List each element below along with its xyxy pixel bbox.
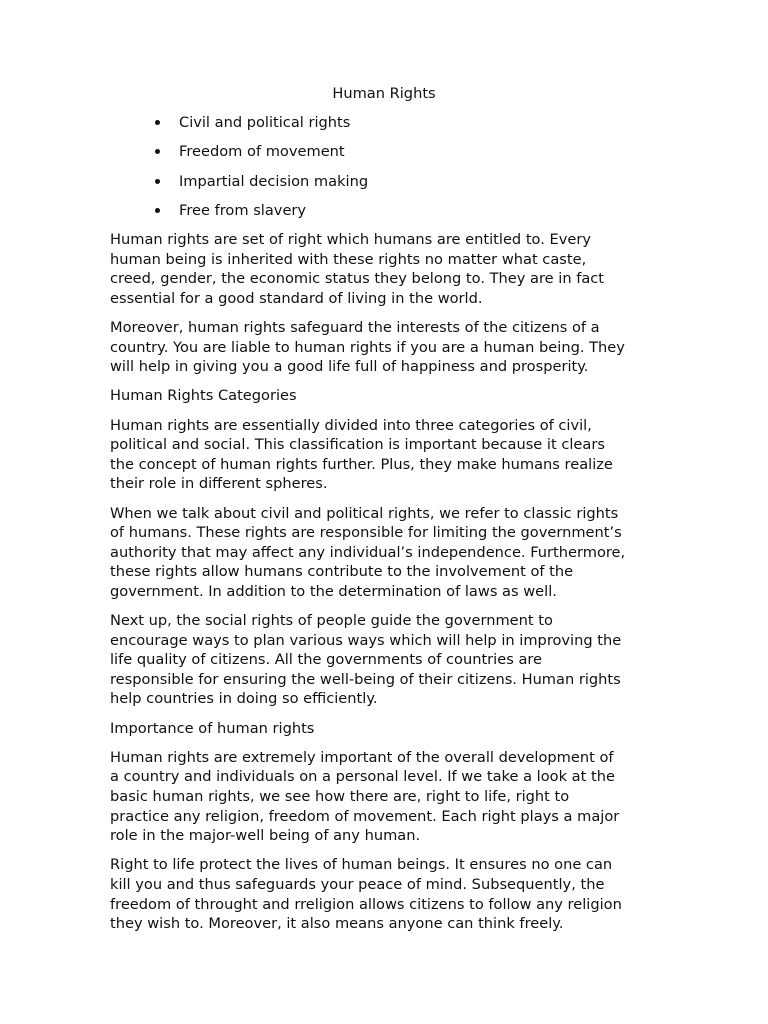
section-heading-importance — [110, 719, 670, 739]
bullet-dot-icon — [155, 149, 160, 154]
paragraph-moreover — [110, 318, 670, 377]
paragraph-intro — [110, 230, 670, 308]
bullet-text: Free from slavery — [179, 201, 307, 219]
paragraph-right-to-life — [110, 855, 670, 933]
text-line: kill you and thus safeguards your peace of mind. Subsequently, the — [110, 875, 605, 893]
text-line: the concept of human rights further. Plus, they make humans realize — [110, 455, 613, 473]
paragraph-civil-political — [110, 504, 670, 602]
text-line: responsible for ensuring the well-being of their citizens. Human rights — [110, 670, 621, 688]
text-line: Right to life protect the lives of human beings. It ensures no one can — [110, 856, 613, 874]
bullet-text: Freedom of movement — [179, 143, 345, 161]
text-line: will help in giving you a good life full of happiness and prosperity. — [110, 358, 589, 376]
text-line: authority that may affect any individual’s independence. Furthermore, — [110, 543, 626, 561]
text-line: a country and individuals on a personal level. If we take a look at the — [110, 768, 615, 786]
text-line: Human Rights Categories — [110, 387, 297, 405]
bullet-text: Civil and political rights — [179, 114, 351, 131]
bullet-text: Impartial decision making — [179, 172, 369, 190]
text-line: Human rights are extremely important of the overall development of — [110, 748, 614, 766]
bullet-item — [152, 113, 368, 142]
document-title: Human Rights — [332, 85, 436, 102]
paragraph-categories — [110, 416, 670, 494]
text-line: human being is inherited with these rights no matter what caste, — [110, 250, 587, 268]
text-line: When we talk about civil and political rights, we refer to classic rights — [110, 504, 619, 522]
bullet-dot-icon — [155, 120, 160, 125]
text-line: encourage ways to plan various ways which will help in improving the — [110, 631, 622, 649]
text-line: they wish to. Moreover, it also means anyone can think freely. — [110, 915, 564, 933]
paragraph-importance — [110, 748, 670, 846]
text-line: role in the major-well being of any human. — [110, 827, 421, 845]
text-line: Importance of human rights — [110, 719, 315, 737]
text-line: life quality of citizens. All the governments of countries are — [110, 651, 543, 669]
bullet-item — [152, 172, 368, 201]
text-line: of humans. These rights are responsible for limiting the government’s — [110, 524, 622, 542]
paragraph-social-rights — [110, 611, 670, 709]
text-line: essential for a good standard of living in the world. — [110, 289, 483, 307]
section-heading-categories — [110, 386, 670, 406]
text-line: Moreover, human rights safeguard the interests of the citizens of a — [110, 318, 600, 336]
body-text — [110, 230, 670, 943]
text-line: government. In addition to the determination of laws as well. — [110, 582, 557, 600]
bullet-list — [152, 113, 368, 230]
text-line: help countries in doing so efficiently. — [110, 690, 378, 708]
text-line: basic human rights, we see how there are, right to life, right to — [110, 788, 570, 805]
text-line: Human rights are essentially divided into three categories of civil, — [110, 416, 592, 434]
text-line: their role in different spheres. — [110, 475, 328, 493]
text-line: Human rights are set of right which humans are entitled to. Every — [110, 231, 591, 248]
text-line: these rights allow humans contribute to the involvement of the — [110, 563, 574, 581]
bullet-item — [152, 201, 368, 230]
text-line: practice any religion, freedom of movement. Each right plays a major — [110, 807, 620, 825]
text-line: country. You are liable to human rights if you are a human being. They — [110, 338, 625, 356]
text-line: political and social. This classification is important because it clears — [110, 436, 605, 454]
text-line: creed, gender, the economic status they belong to. They are in fact — [110, 270, 605, 288]
text-line: freedom of throught and rreligion allows citizens to follow any religion — [110, 895, 622, 913]
bullet-item — [152, 142, 368, 171]
bullet-dot-icon — [155, 208, 160, 213]
text-line: Next up, the social rights of people guide the government to — [110, 612, 553, 630]
bullet-dot-icon — [155, 179, 160, 184]
